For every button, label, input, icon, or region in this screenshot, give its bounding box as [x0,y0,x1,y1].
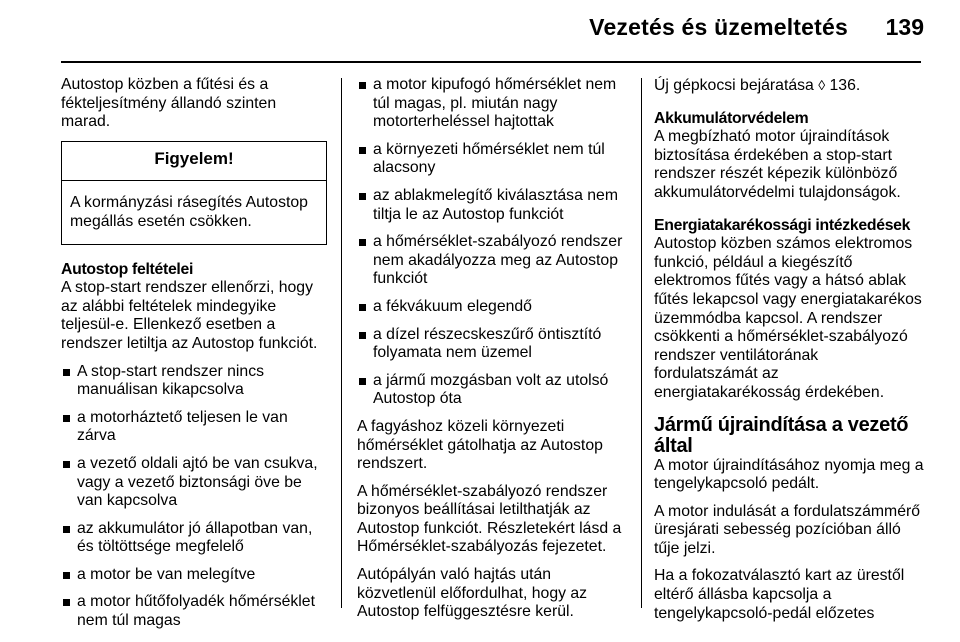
energy-paragraph: Autostop közben számos elektromos funkció, például a kiegészítő elektromos fűtés vagy a hátsó ablak fűtés lekapcsol vagy energiatakarékos üzemmódba kapcsol. A rendszer csökkenti a hőmérséklet-szabályozó rendszer ventilátorának fordulatszámát az energiatakarékosság érdekében. [654,235,922,401]
page-title: Vezetés és üzemeltetés [589,14,848,40]
paragraph: A motor újraindításához nyomja meg a tengelykapcsoló pedált. [654,456,924,493]
restart-heading: Jármű újraindítása a vezető által [654,413,909,457]
column-1 [61,76,327,640]
column-2 [357,76,625,631]
column-3 [654,76,924,632]
list-item: a motor be van melegítve [61,566,327,585]
paragraph: A hőmérséklet-szabályozó rendszer bizonyos beállításai letilthatják az Autostop funkciót. Részletekért lásd a Hőmérséklet-szabályozás fejezetet. [357,482,622,556]
conditions-intro: A stop-start rendszer ellenőrzi, hogy az alábbi feltételek mindegyike teljesül-e. Ellenkező esetben a rendszer letiltja az Autostop funkciót. [61,279,318,352]
list-item: A stop-start rendszer nincs manuálisan kikapcsolva [61,363,327,400]
list-item: a motor hűtőfolyadék hőmérséklet nem túl magas [61,593,327,630]
page-number: 139 [885,14,924,40]
conditions-heading: Autostop feltételei [61,260,194,278]
energy-heading: Energiatakarékossági intézkedések [654,216,911,234]
breakin-text: Új gépkocsi bejáratása [654,77,814,94]
intro-paragraph: Autostop közben a fűtési és a fékteljesítmény állandó szinten marad. [61,76,277,131]
paragraph: Ha a fokozatválasztó kart az ürestől eltérő állásba kapcsolja a tengelykapcsoló-pedál előzetes [654,567,905,622]
paragraph: Autópályán való hajtás után közvetlenül előfordulhat, hogy az Autostop felfüggesztésre kerül. [357,566,588,621]
conditions-list [61,363,327,631]
breakin-reference [654,76,924,96]
conditions-list-continued [357,76,625,409]
column-divider [341,78,342,608]
list-item: a hőmérséklet-szabályozó rendszer nem akadályozza meg az Autostop funkciót [357,233,625,289]
paragraph: A motor indulását a fordulatszámmérő üresjárati sebesség pozícióban álló tűje jelzi. [654,502,921,557]
caution-box [61,141,327,245]
battery-heading: Akkumulátorvédelem [654,109,809,127]
header-rule [61,61,921,63]
breakin-page-link[interactable]: 136. [829,77,861,94]
list-item: az ablakmelegítő kiválasztása nem tiltja le az Autostop funkciót [357,187,625,224]
page-header [0,0,960,62]
column-divider [641,78,642,608]
list-item: a motorháztető teljesen le van zárva [61,409,327,446]
list-item: a fékvákuum elegendő [357,298,625,317]
list-item: az akkumulátor jó állapotban van, és töltöttsége megfelelő [61,520,327,557]
list-item: a jármű mozgásban volt az utolsó Autostop óta [357,372,625,409]
battery-paragraph: A megbízható motor újraindítások biztosítása érdekében a stop-start rendszer részét képezik különböző akkumulátorvédelmi tulajdonságok. [654,128,901,201]
paragraph: A fagyáshoz közeli környezeti hőmérséklet gátolhatja az Autostop rendszert. [357,417,603,473]
list-item: a motor kipufogó hőmérséklet nem túl magas, pl. miután nagy motorterheléssel hajtottak [357,76,625,132]
list-item: a környezeti hőmérséklet nem túl alacsony [357,141,625,178]
caution-text: A kormányzási rásegítés Autostop megállás esetén csökken. [70,194,308,230]
list-item: a vezető oldali ajtó be van csukva, vagy a vezető biztonsági öve be van kapcsolva [61,455,327,511]
caution-title: Figyelem! [62,142,326,182]
list-item: a dízel részecskeszűrő öntisztító folyamata nem üzemel [357,326,625,363]
page-reference-icon: ◊ [818,77,826,93]
